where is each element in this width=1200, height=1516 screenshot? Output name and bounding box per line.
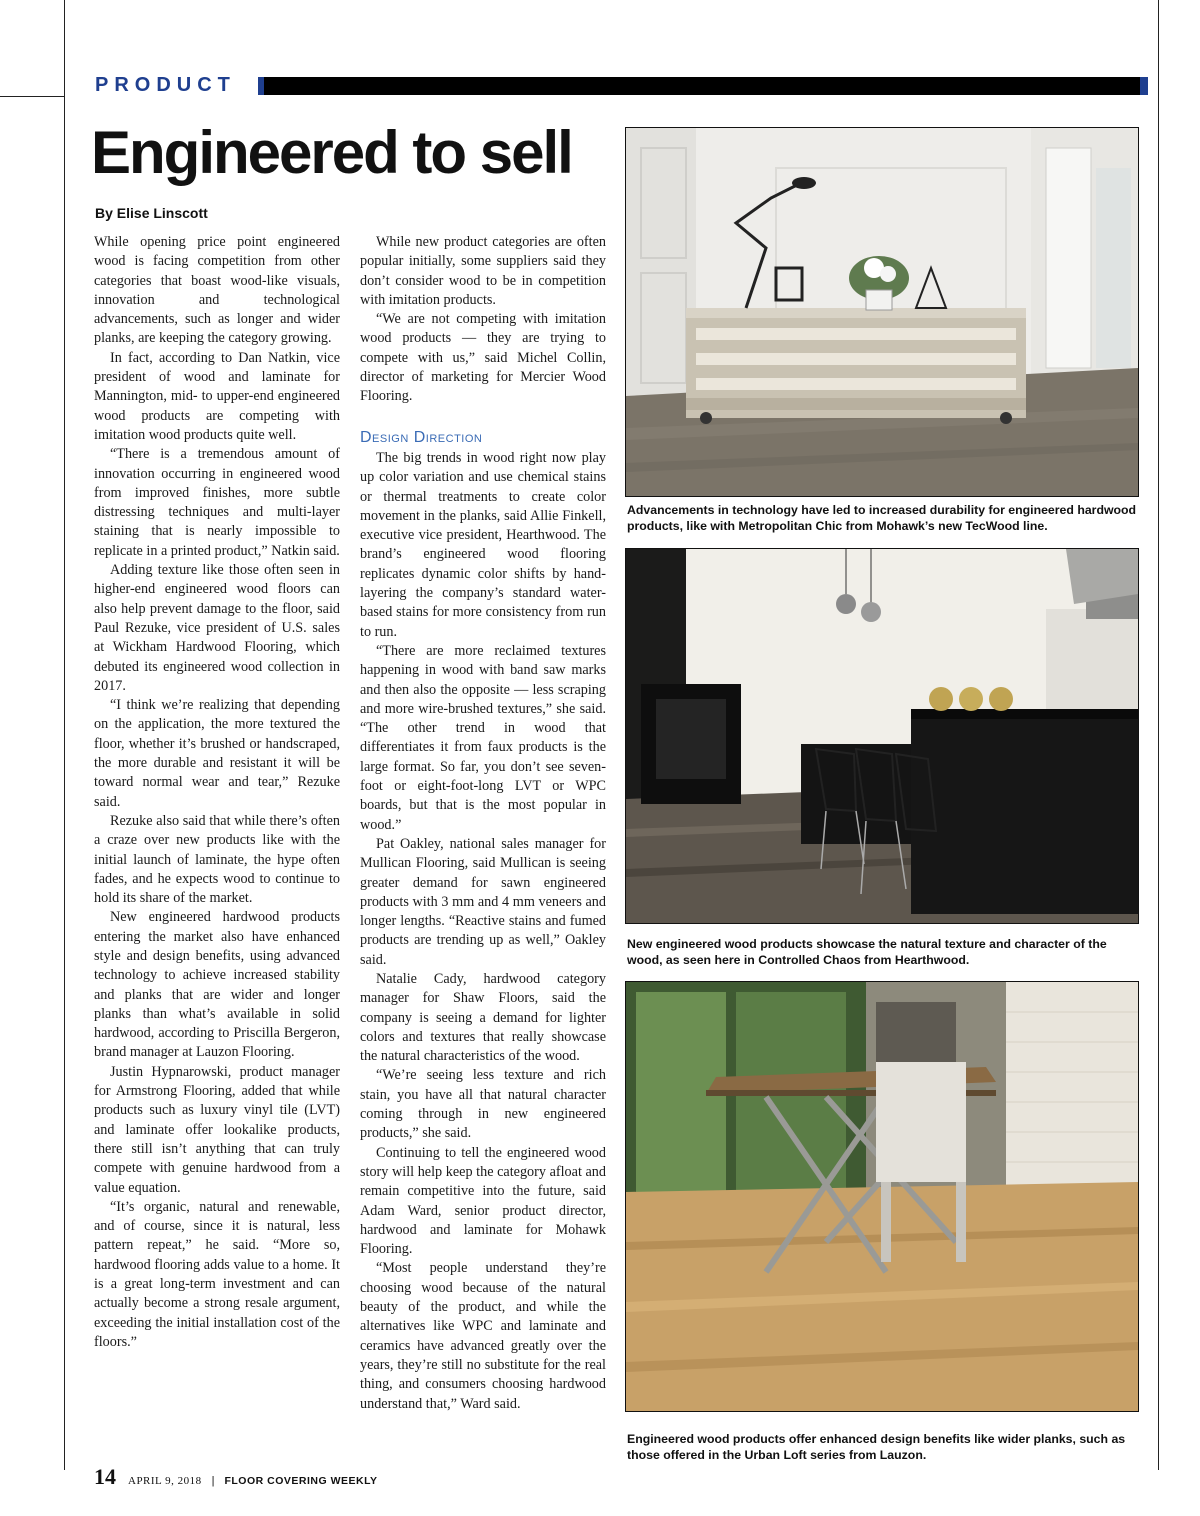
paragraph: Rezuke also said that while there’s often a craze over new products like with the initial launch of laminate, the hype often fades, and he expects wood to continue to hold its share of the market. [94, 812, 340, 907]
paragraph: The big trends in wood right now play up color variation and use chemical stains or thermal treatments to create color movement in the planks, said Allie Finkell, executive vice president, Hearthwood. The brand’s engineered wood flooring replicates dynamic color shifts by hand-layering the company’s standard water-based stains for more consistency from run to run. [360, 449, 606, 640]
section-bar-cap-left [258, 77, 264, 95]
publication-name: FLOOR COVERING WEEKLY [224, 1475, 378, 1487]
article-byline: By Elise Linscott [95, 205, 208, 221]
section-subhead: Design Direction [360, 428, 483, 446]
paragraph: Continuing to tell the engineered wood story will help keep the category afloat and remain competitive into the future, said Adam Ward, senior product director, hardwood and laminate for Mohawk Flooring. [360, 1144, 606, 1258]
page-footer [94, 1464, 378, 1490]
section-bar [258, 77, 1140, 95]
page-rule-left [64, 0, 65, 1470]
photo-oak-floor-dining [625, 981, 1139, 1412]
paragraph: “It’s organic, natural and renewable, and of course, since it is natural, less pattern repeat,” he said. “More so, hardwood flooring adds value to a home. It is a great long-term investment and can actually become a strong resale argument, exceeding the initial installation cost of the floors.” [94, 1198, 340, 1350]
paragraph: Pat Oakley, national sales manager for Mullican Flooring, said Mullican is seeing greater demand for sawn engineered products with 3 mm and 4 mm veneers and longer lengths. “Reactive stains and fumed products are trending up as well,” Oakley said. [360, 835, 606, 968]
paragraph: “Most people understand they’re choosing wood because of the natural beauty of the product, and while the alternatives like WPC and laminate and ceramics have advanced greatly over the years, they’re still no substitute for the real thing, and consumers choosing hardwood understand that,” Ward said. [360, 1260, 606, 1412]
article-headline: Engineered to sell [91, 119, 572, 186]
paragraph: Natalie Cady, hardwood category manager for Shaw Floors, said the company is seeing a demand for lighter colors and textures that really showcase the natural characteristics of the wood. [360, 970, 606, 1065]
paragraph: New engineered hardwood products entering the market also have enhanced style and design benefits, using advanced technology to achieve increased stability and planks that are wider and longer planks than what’s available in solid hardwood, according to Priscilla Bergeron, brand manager at Lauzon Flooring. [94, 909, 340, 1061]
paragraph: Justin Hypnarowski, product manager for Armstrong Flooring, added that while products such as luxury vinyl tile (LVT) and laminate offer lookalike products, there still isn’t anything that can truly compete with genuine hardwood from a value equation. [94, 1063, 340, 1196]
paragraph: Adding texture like those often seen in higher-end engineered wood floors can also help prevent damage to the floor, said Paul Rezuke, vice president of U.S. sales at Wickham Hardwood Flooring, which debuted its engineered wood collection in 2017. [94, 562, 340, 694]
photo-caption: Advancements in technology have led to increased durability for engineered hardwood products, like with Metropolitan Chic from Mohawk’s new TecWood line. [627, 503, 1137, 533]
paragraph: “We’re seeing less texture and rich stain, you have all that natural character coming through in new engineered products,” she said. [360, 1067, 606, 1142]
paragraph: “There is a tremendous amount of innovation occurring in engineered wood from improved finishes, more subtle distressing techniques and multi-layer staining that is nearly impossible to replicate in a printed product,” Natkin said. [94, 446, 340, 559]
page-rule-corner [0, 96, 64, 97]
paragraph: While new product categories are often popular initially, some suppliers said they don’t consider wood to be in competition with imitation products. [360, 234, 606, 308]
photo-caption: New engineered wood products showcase the natural texture and character of the wood, as seen here in Controlled Chaos from Hearthwood. [627, 937, 1107, 967]
article-column-1 [94, 233, 340, 1352]
photo-pallet-table-room [625, 127, 1139, 497]
photo-black-kitchen [625, 548, 1139, 924]
paragraph: In fact, according to Dan Natkin, vice president of wood and laminate for Mannington, mid- to upper-end engineered wood products are competing with imitation wood products quite well. [94, 349, 340, 443]
page-rule-right [1158, 0, 1159, 1470]
paragraph: “We are not competing with imitation wood products — they are trying to compete with us,” said Michel Collin, director of marketing for Mercier Wood Flooring. [360, 311, 606, 405]
paragraph: “There are more reclaimed textures happening in wood with band saw marks and then also the opposite — less scraping and more wire-brushed textures,” she said. “The other trend in wood that differentiates it from faux products is the large format. So far, you don’t see seven-foot or eight-foot-long LVT or WPC boards, but that is the most popular in wood.” [360, 642, 606, 833]
paragraph: While opening price point engineered wood is facing competition from other categories that boast wood-like visuals, innovation and technological advancements, such as longer and wider planks, are keeping the category growing. [94, 234, 340, 347]
section-label: PRODUCT [95, 74, 236, 96]
paragraph: “I think we’re realizing that depending on the application, the more textured the floor, whether it’s brushed or handscraped, the more durable and resistant it will be toward normal wear and tear,” Rezuke said. [94, 697, 340, 810]
page-number: 14 [94, 1464, 116, 1489]
section-bar-cap-right [1140, 77, 1148, 95]
footer-separator: | [211, 1475, 215, 1487]
article-column-2 [360, 233, 606, 1414]
issue-date: APRIL 9, 2018 [128, 1475, 202, 1487]
photo-caption: Engineered wood products offer enhanced design benefits like wider planks, such as those offered in the Urban Loft series from Lauzon. [627, 1432, 1126, 1462]
